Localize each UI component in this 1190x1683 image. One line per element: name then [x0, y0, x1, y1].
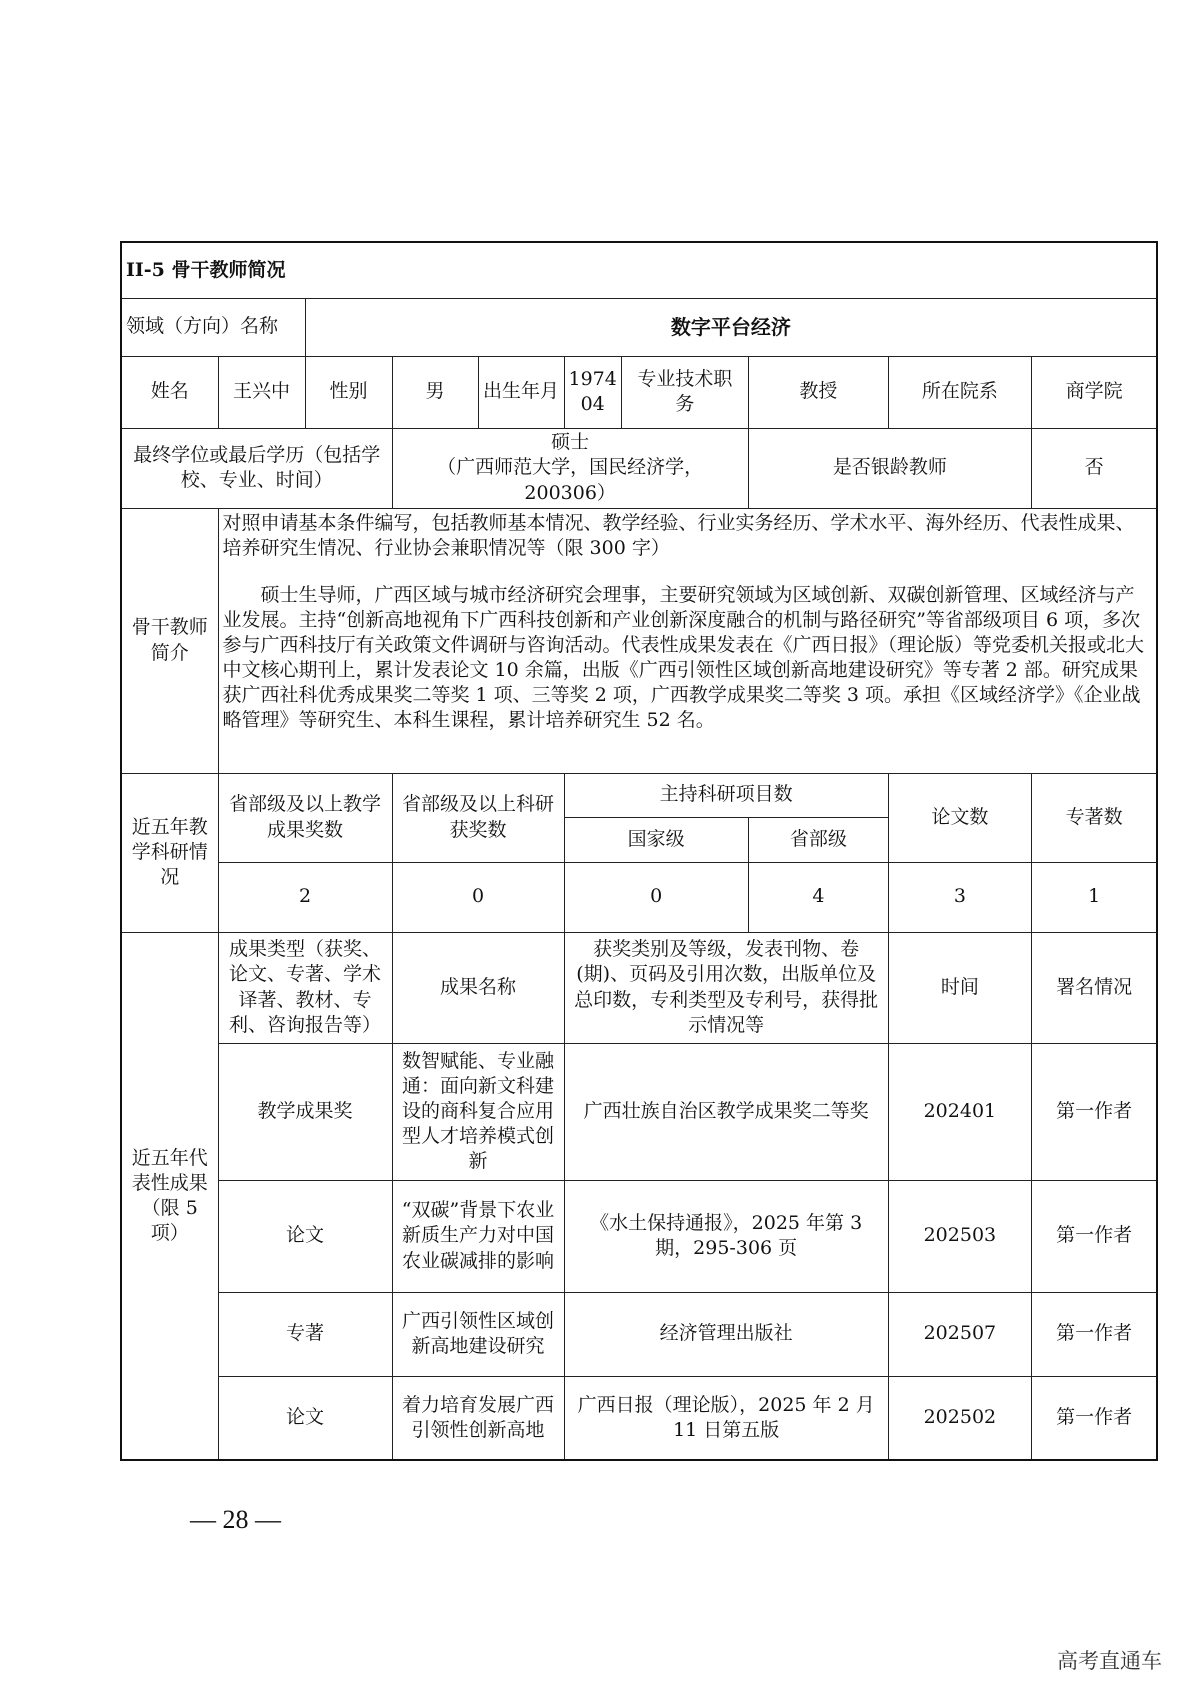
books-label: 专著数 [1031, 773, 1157, 862]
books-value: 1 [1031, 862, 1157, 932]
birth-label: 出生年月 [478, 356, 564, 428]
row-detail: 经济管理出版社 [564, 1292, 888, 1376]
provincial-value: 4 [748, 862, 888, 932]
achievements-label: 近五年代表性成果（限 5 项） [121, 932, 218, 1460]
teacher-profile-table [120, 241, 1158, 1461]
intro-content [218, 508, 1157, 773]
field-label: 领域（方向）名称 [121, 298, 305, 356]
row-type: 论文 [218, 1376, 392, 1460]
row-type: 教学成果奖 [218, 1043, 392, 1180]
projects-label: 主持科研项目数 [564, 773, 888, 817]
title-label: 专业技术职 务 [621, 356, 748, 428]
stats-label: 近五年教学科研情况 [121, 773, 218, 932]
row-detail: 广西壮族自治区教学成果奖二等奖 [564, 1043, 888, 1180]
dept-value: 商学院 [1031, 356, 1157, 428]
row-detail: 《水土保持通报》，2025 年第 3 期，295-306 页 [564, 1180, 888, 1292]
degree-level: 硕士 [551, 431, 590, 454]
row-name: 数智赋能、专业融通：面向新文科建设的商科复合应用型人才培养模式创新 [392, 1043, 564, 1180]
research-award-value: 0 [392, 862, 564, 932]
dept-label: 所在院系 [888, 356, 1031, 428]
page-number: — 28 — [190, 1505, 281, 1534]
section-title: II-5 骨干教师简况 [121, 242, 1157, 298]
table-row [121, 1292, 1157, 1376]
row-author: 第一作者 [1031, 1043, 1157, 1180]
intro-label: 骨干教师简介 [121, 508, 218, 773]
row-name: 广西引领性区域创新高地建设研究 [392, 1292, 564, 1376]
row-time: 202503 [888, 1180, 1031, 1292]
row-time: 202502 [888, 1376, 1031, 1460]
gender-label: 性别 [305, 356, 392, 428]
table-row [121, 1376, 1157, 1460]
table-row [121, 1180, 1157, 1292]
row-name: 着力培育发展广西引领性创新高地 [392, 1376, 564, 1460]
row-time: 202507 [888, 1292, 1031, 1376]
name-value: 王兴中 [218, 356, 305, 428]
degree-detail: （广西师范大学，国民经济学，200306） [437, 456, 704, 504]
title-value: 教授 [748, 356, 888, 428]
row-author: 第一作者 [1031, 1180, 1157, 1292]
silver-teacher-label: 是否银龄教师 [748, 428, 1031, 508]
table-row [121, 1043, 1157, 1180]
header-detail: 获奖类别及等级，发表刊物、卷(期)、页码及引用次数，出版单位及总印数，专利类型及专利号，获得批示情况等 [564, 932, 888, 1043]
intro-body: 硕士生导师，广西区域与城市经济研究会理事，主要研究领域为区域创新、双碳创新管理、区域经济与产业发展。主持“创新高地视角下广西科技创新和产业创新深度融合的机制与路径研究”等省部级项目 6 项，多次参与广西科技厅有关政策文件调研与咨询活动。代表性成果发表在《广西日报》（理论版）等党委机关报或北大中文核心期刊上，累计发表论文 10 余篇，出版《广西引领性区域创新高地建设研究》等专著 2 部。研究成果获广西社科优秀成果奖二等奖 1 项、三等奖 2 项，广西教学成果奖二等奖 3 项。承担《区域经济学》《企业战略管理》等研究生、本科生课程，累计培养研究生 52 名。 [222, 583, 1145, 732]
degree-label: 最终学位或最后学历（包括学校、专业、时间） [121, 428, 392, 508]
row-type: 专著 [218, 1292, 392, 1376]
row-name: “双碳”背景下农业新质生产力对中国农业碳减排的影响 [392, 1180, 564, 1292]
row-detail: 广西日报（理论版），2025 年 2 月 11 日第五版 [564, 1376, 888, 1460]
row-author: 第一作者 [1031, 1376, 1157, 1460]
header-author: 署名情况 [1031, 932, 1157, 1043]
papers-label: 论文数 [888, 773, 1031, 862]
national-label: 国家级 [564, 817, 748, 862]
name-label: 姓名 [121, 356, 218, 428]
birth-value: 1974 04 [564, 356, 621, 428]
intro-instruction: 对照申请基本条件编写，包括教师基本情况、教学经验、行业实务经历、学术水平、海外经历、代表性成果、培养研究生情况、行业协会兼职情况等（限 300 字） [222, 511, 1135, 559]
header-type: 成果类型（获奖、论文、专著、学术译著、教材、专利、咨询报告等） [218, 932, 392, 1043]
header-name: 成果名称 [392, 932, 564, 1043]
watermark: 高考直通车 [1057, 1649, 1162, 1673]
silver-teacher-value: 否 [1031, 428, 1157, 508]
row-author: 第一作者 [1031, 1292, 1157, 1376]
row-time: 202401 [888, 1043, 1031, 1180]
teaching-award-value: 2 [218, 862, 392, 932]
provincial-label: 省部级 [748, 817, 888, 862]
degree-value [392, 428, 748, 508]
header-time: 时间 [888, 932, 1031, 1043]
research-award-label: 省部级及以上科研获奖数 [392, 773, 564, 862]
papers-value: 3 [888, 862, 1031, 932]
field-value: 数字平台经济 [305, 298, 1157, 356]
national-value: 0 [564, 862, 748, 932]
gender-value: 男 [392, 356, 478, 428]
row-type: 论文 [218, 1180, 392, 1292]
teaching-award-label: 省部级及以上教学成果奖数 [218, 773, 392, 862]
